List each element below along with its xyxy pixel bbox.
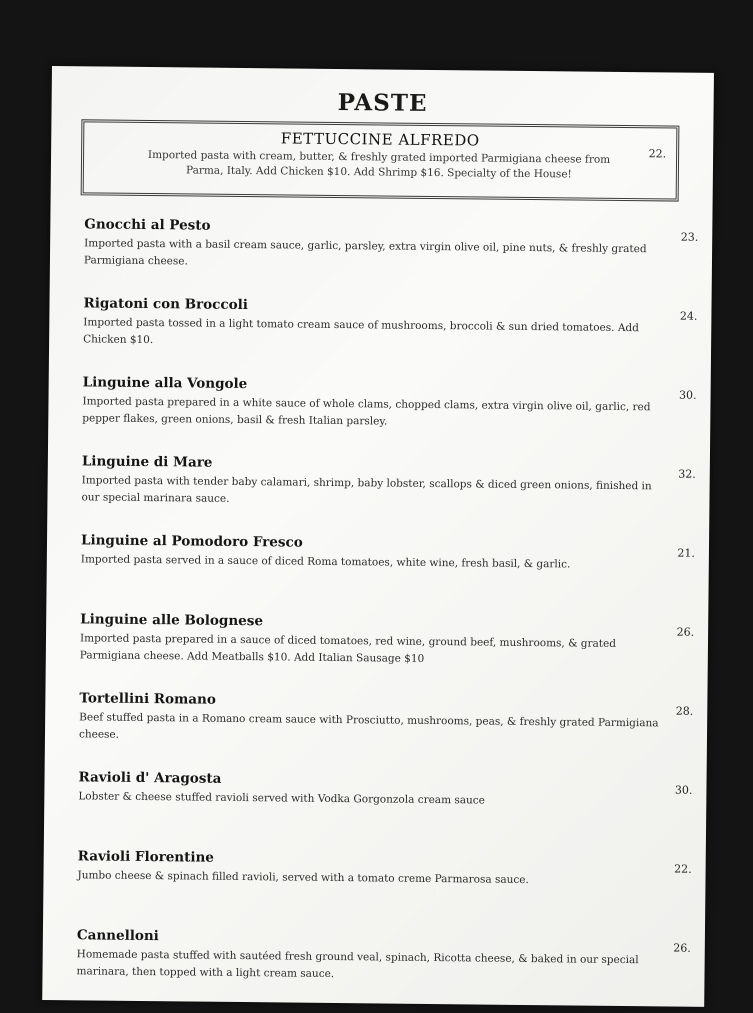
menu-item [44,769,707,855]
feature-description: Imported pasta with cream, butter, & freshly grated imported Parmigiana cheese from Parma, Italy. Add Chicken $10. Add Shrimp $16. Specialty of the House! [147,149,611,181]
item-name: Rigatoni con Broccoli [83,295,248,314]
menu-item [46,532,709,618]
item-price: 21. [677,546,696,560]
item-description: Imported pasta served in a sauce of diced Roma tomatoes, white wine, fresh basil, & garlic. [80,553,571,571]
item-description: Imported pasta tossed in a light tomato cream sauce of mushrooms, broccoli & sun dried tomatoes. Add Chicken $10. [83,316,639,347]
menu-item [45,690,708,776]
item-price: 32. [678,467,696,481]
item-price: 23. [680,230,699,244]
menu-item [43,848,706,934]
menu-sheet [42,66,714,1007]
item-description: Jumbo cheese & spinach filled ravioli, served with a tomato creme Parmarosa sauce. [77,869,529,887]
item-name: Linguine di Mare [81,453,213,471]
item-price: 30. [674,783,693,797]
item-description: Imported pasta prepared in a white sauce of whole clams, chopped clams, extra virgin olive oil, garlic, red pepper flakes, green onions, basil & fresh Italian parsley. [82,395,651,428]
item-description: Lobster & cheese stuffed ravioli served with Vodka Gorgonzola cream sauce [78,790,485,807]
menu-item [47,453,710,539]
item-price: 30. [679,388,697,402]
item-name: Gnocchi al Pesto [84,216,211,234]
item-description: Homemade pasta stuffed with sautéed fresh ground veal, spinach, Ricotta cheese, & baked in our special marinara, then topped with a light cream sauce. [76,948,639,981]
item-description: Imported pasta with tender baby calamari, shrimp, baby lobster, scallops & diced green onions, finished in our special marinara sauce. [81,474,652,505]
item-description: Imported pasta prepared in a sauce of diced tomatoes, red wine, ground beef, mushrooms, & grated Parmigiana cheese. Add Meatballs $10. Add Italian Sausage $10 [79,632,617,665]
menu-item [48,374,711,460]
menu-item [45,611,708,697]
feature-name: FETTUCCINE ALFREDO [280,129,480,150]
menu-items [42,216,712,1013]
item-name: Linguine alle Bolognese [80,611,264,630]
item-name: Ravioli Florentine [77,848,215,866]
menu-item [49,295,712,381]
feature-box [81,119,680,201]
item-name: Tortellini Romano [79,690,217,708]
page-title: PASTE [337,88,428,117]
item-description: Imported pasta with a basil cream sauce, garlic, parsley, extra virgin olive oil, pine nuts, & freshly grated Parmigiana cheese. [83,237,647,268]
item-price: 26. [673,941,691,955]
item-description: Beef stuffed pasta in a Romano cream sauce with Prosciutto, mushrooms, peas, & freshly grated Parmigiana cheese. [78,711,659,741]
item-price: 28. [675,704,694,718]
feature-price: 22. [648,147,667,161]
item-name: Linguine al Pomodoro Fresco [80,532,303,551]
item-price: 26. [676,625,695,639]
item-name: Linguine alla Vongole [82,374,248,393]
menu-item [50,216,713,302]
item-price: 24. [679,309,698,323]
item-name: Cannelloni [76,927,159,945]
item-name: Ravioli d' Aragosta [78,769,222,787]
item-price: 22. [674,862,692,876]
